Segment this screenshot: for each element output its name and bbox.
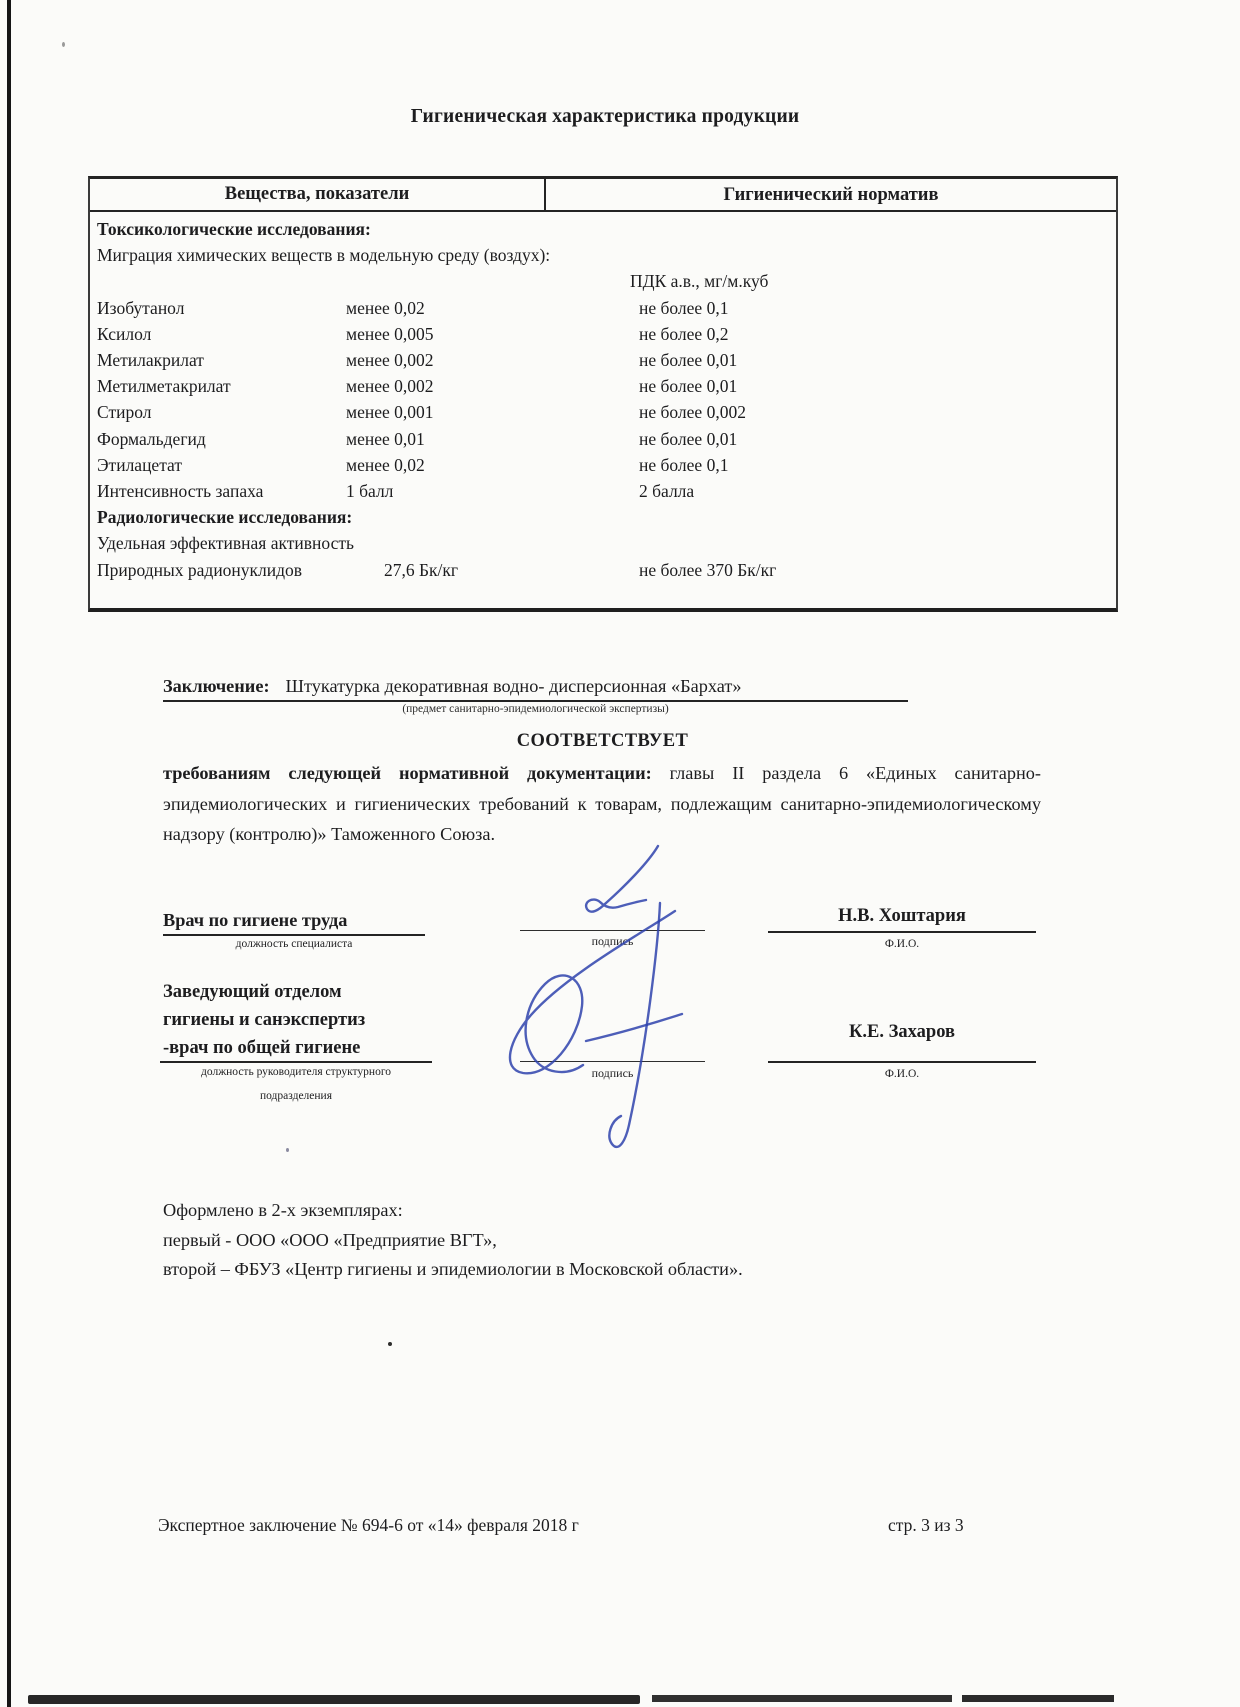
substance-name: Метилакрилат (97, 350, 204, 371)
requirements-rest: главы II раздела 6 «Единых санитарно-эпидемиологических и гигиенических требований к товарам, подлежащим санитарно-эпидемиологическому надзору (контролю)» Таможенного Союза. (163, 763, 1041, 844)
table-row (97, 426, 1110, 452)
substance-value: менее 0,005 (346, 323, 434, 344)
signer1-position-caption: должность специалиста (235, 938, 353, 950)
table-row (97, 452, 1110, 478)
signer2-position-line3: -врач по общей гигиене (163, 1038, 361, 1058)
copies-block (163, 1196, 743, 1285)
page-title: Гигиеническая характеристика продукции (410, 106, 800, 127)
table-row (97, 478, 1110, 504)
substance-value: менее 0,001 (346, 402, 434, 423)
signature1-line (520, 930, 705, 931)
signer2-name: К.Е. Захаров (849, 1022, 955, 1042)
requirements-lead: требованиям следующей нормативной документации: (163, 763, 652, 783)
copies-line3: второй – ФБУЗ «Центр гигиены и эпидемиологии в Московской области». (163, 1259, 743, 1279)
requirements-paragraph (163, 758, 1041, 850)
scan-speck (62, 42, 65, 47)
conclusion-subject-caption: (предмет санитарно-эпидемиологической экспертизы) (402, 703, 669, 715)
signer2-name-underline (768, 1061, 1036, 1063)
substance-norm: не более 370 Бк/кг (639, 559, 777, 580)
substance-norm: не более 0,1 (639, 454, 729, 475)
signer2-position-line2: гигиены и санэкспертиз (163, 1010, 366, 1030)
substance-value: менее 0,002 (346, 376, 434, 397)
substance-name: Этилацетат (97, 454, 183, 475)
migration-line: Миграция химических веществ в модельную среду (воздух): (97, 245, 551, 266)
table-header-row (90, 179, 1116, 212)
signer2-position-caption-line2: подразделения (259, 1090, 332, 1102)
substance-norm: не более 0,002 (639, 402, 746, 423)
hygienic-table (88, 176, 1118, 612)
signer1-name: Н.В. Хоштария (768, 906, 1036, 933)
substance-name: Стирол (97, 402, 152, 423)
signer2-name-caption: Ф.И.О. (884, 1068, 920, 1080)
scan-bottom-edge (28, 1695, 640, 1704)
substance-value: менее 0,02 (346, 297, 425, 318)
substance-value: менее 0,02 (346, 454, 425, 475)
section-toxicology: Токсикологические исследования: (97, 219, 371, 239)
copies-line2: первый - ООО «ООО «Предприятие ВГТ», (163, 1229, 497, 1250)
handwritten-signature-1 (586, 846, 658, 912)
table-header-norm: Гигиенический норматив (723, 185, 939, 205)
substance-norm: не более 0,2 (639, 323, 729, 344)
table-row (97, 399, 1110, 425)
substance-norm: не более 0,01 (639, 428, 738, 449)
substance-name: Формальдегид (97, 428, 206, 449)
signer1-name-caption: Ф.И.О. (884, 938, 920, 950)
scan-left-edge (7, 0, 11, 1707)
signer2-position-underline (160, 1061, 432, 1063)
section-radiology: Радиологические исследования: (97, 507, 353, 528)
signer2-position (163, 978, 433, 1062)
substance-norm: не более 0,01 (639, 376, 738, 397)
signer2-position-line1: Заведующий отделом (163, 982, 342, 1002)
table-row (97, 347, 1110, 373)
substance-value: менее 0,002 (346, 350, 434, 371)
scan-bottom-edge (652, 1695, 952, 1702)
table-row (97, 557, 1110, 583)
copies-line1: Оформлено в 2-х экземплярах: (163, 1200, 403, 1220)
verdict-text: СООТВЕТСТВУЕТ (516, 731, 689, 751)
table-row (97, 321, 1110, 347)
signature1-caption: подпись (591, 934, 634, 948)
substance-norm: не более 0,1 (639, 297, 729, 318)
signer1-position: Врач по гигиене труда (163, 910, 425, 936)
substance-norm: не более 0,01 (639, 350, 738, 371)
substance-value: 1 балл (346, 481, 394, 502)
table-row (97, 295, 1110, 321)
substance-name: Ксилол (97, 323, 152, 344)
scan-speck (286, 1148, 289, 1152)
substance-value: менее 0,01 (346, 428, 425, 449)
substance-name: Природных радионуклидов (97, 559, 303, 580)
footer-page-number: стр. 3 из 3 (888, 1515, 964, 1535)
substance-value: 27,6 Бк/кг (384, 559, 459, 580)
signer2-position-caption-line1: должность руководителя структурного (201, 1066, 391, 1078)
pdk-units-note: ПДК а.в., мг/м.куб (630, 271, 769, 292)
handwritten-signature-2-cross (586, 1014, 682, 1041)
conclusion-label: Заключение: (163, 676, 270, 696)
conclusion-subject: Штукатурка декоративная водно- дисперсионная «Бархат» (285, 676, 742, 696)
table-header-substances: Вещества, показатели (90, 179, 546, 210)
signature2-caption: подпись (591, 1066, 634, 1080)
table-row (97, 373, 1110, 399)
signature2-line (520, 1061, 705, 1062)
conclusion-line (163, 676, 908, 702)
substance-name: Метилметакрилат (97, 376, 231, 397)
radiology-activity-line: Удельная эффективная активность (97, 533, 354, 554)
handwritten-signatures (470, 825, 730, 1165)
substance-name: Интенсивность запаха (97, 481, 264, 502)
scan-bottom-edge (962, 1695, 1114, 1702)
footer-document-number: Экспертное заключение № 694-6 от «14» февраля 2018 г (158, 1515, 579, 1535)
substance-name: Изобутанол (97, 297, 185, 318)
table-body (90, 212, 1116, 583)
scan-speck (388, 1342, 392, 1346)
substance-norm: 2 балла (639, 481, 695, 502)
